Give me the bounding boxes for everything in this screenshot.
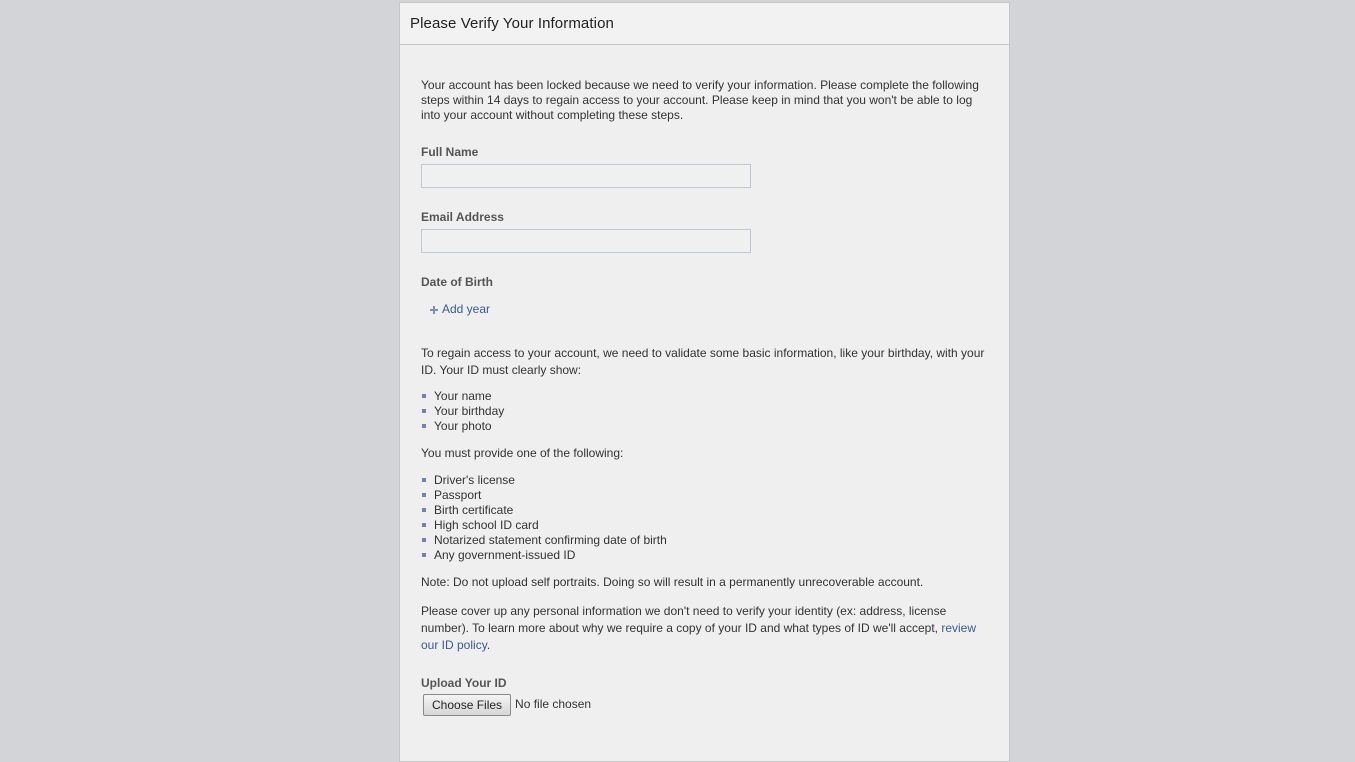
list-item: High school ID card bbox=[421, 518, 991, 533]
documents-list bbox=[421, 473, 991, 563]
plus-icon bbox=[430, 306, 438, 314]
id-policy-link[interactable]: review our ID policy bbox=[421, 620, 977, 652]
upload-id-label: Upload Your ID bbox=[421, 675, 507, 690]
list-item: Any government-issued ID bbox=[421, 548, 991, 563]
list-item: Driver's license bbox=[421, 473, 991, 488]
choose-files-button[interactable]: Choose Files bbox=[423, 694, 511, 716]
date-of-birth-label: Date of Birth bbox=[421, 275, 493, 289]
provide-text: You must provide one of the following: bbox=[421, 445, 624, 460]
list-item: Your name bbox=[421, 389, 991, 404]
add-year-label: Add year bbox=[442, 302, 491, 316]
self-portrait-note: Note: Do not upload self portraits. Doing so will result in a permanently unrecoverable account. bbox=[421, 574, 924, 589]
cover-info-end: . bbox=[486, 637, 491, 652]
must-show-list bbox=[421, 389, 991, 434]
panel-header bbox=[400, 3, 1009, 45]
email-input[interactable] bbox=[421, 229, 751, 253]
add-year-link[interactable] bbox=[430, 302, 490, 317]
list-item: Notarized statement confirming date of birth bbox=[421, 533, 991, 548]
intro-text: Your account has been locked because we need to verify your information. Please complete the following steps within 14 days to regain access to your account. Please keep in mind that you won't be able to log into your account without completing these steps. bbox=[421, 78, 979, 122]
form-body bbox=[421, 78, 991, 716]
full-name-input[interactable] bbox=[421, 164, 751, 188]
validation-text: To regain access to your account, we need to validate some basic information, like your birthday, with your ID. Your ID must clearly show: bbox=[421, 345, 985, 377]
full-name-label: Full Name bbox=[421, 145, 479, 159]
page-title: Please Verify Your Information bbox=[410, 15, 614, 32]
cover-info-body: Please cover up any personal information we don't need to verify your identity (ex: address, license number). To learn more about why we require a copy of your ID and what types of ID we'll accept, bbox=[421, 603, 947, 635]
list-item: Birth certificate bbox=[421, 503, 991, 518]
list-item: Your birthday bbox=[421, 404, 991, 419]
file-status: No file chosen bbox=[515, 697, 592, 711]
email-label: Email Address bbox=[421, 210, 504, 224]
cover-info-text bbox=[421, 603, 991, 654]
verification-panel bbox=[399, 2, 1010, 762]
list-item: Passport bbox=[421, 488, 991, 503]
file-upload bbox=[421, 694, 991, 716]
list-item: Your photo bbox=[421, 419, 991, 434]
